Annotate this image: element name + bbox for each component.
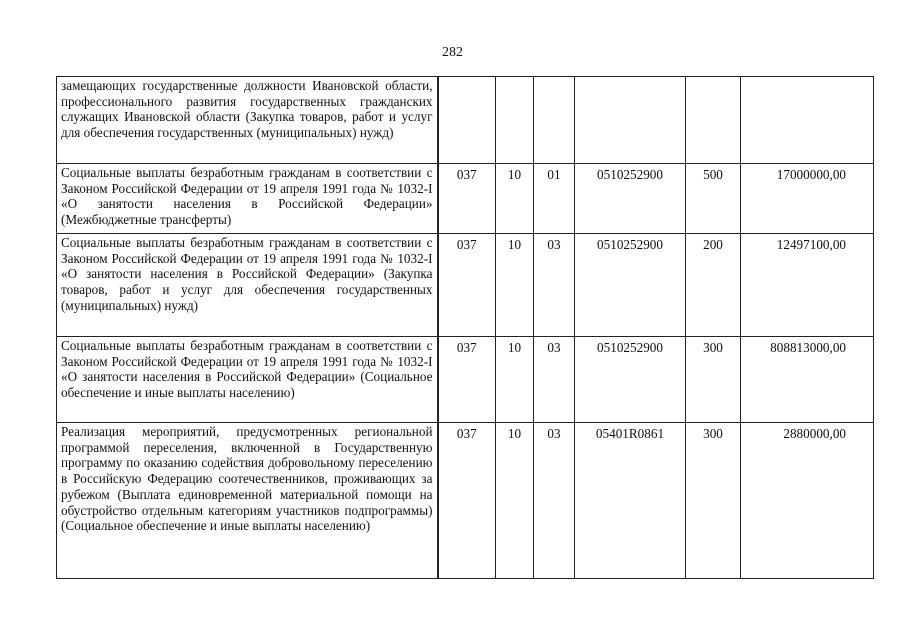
target-code: 0510252900 — [575, 164, 686, 234]
target-code: 05401R0861 — [575, 423, 686, 579]
table-row — [57, 234, 874, 337]
amount — [741, 77, 874, 164]
page-number: 282 — [442, 45, 463, 60]
section-code: 10 — [496, 234, 534, 337]
expense-type-code: 300 — [686, 423, 741, 579]
table-row — [57, 337, 874, 423]
table-row — [57, 423, 874, 579]
section-code: 10 — [496, 164, 534, 234]
section-code: 10 — [496, 423, 534, 579]
target-code — [575, 77, 686, 164]
expense-type-code — [686, 77, 741, 164]
table-row — [57, 164, 874, 234]
expense-type-code: 500 — [686, 164, 741, 234]
ministry-code: 037 — [438, 164, 496, 234]
amount: 808813000,00 — [741, 337, 874, 423]
subsection-code: 03 — [534, 234, 575, 337]
section-code — [496, 77, 534, 164]
row-description: Социальные выплаты безработным гражданам в соответствии с Законом Российской Федерации от 19 апреля 1991 года № 1032-I «О занятости населения в Российской Федерации» (Межбюджетные трансферты) — [57, 164, 438, 234]
section-code: 10 — [496, 337, 534, 423]
ministry-code — [438, 77, 496, 164]
expense-type-code: 300 — [686, 337, 741, 423]
ministry-code: 037 — [438, 234, 496, 337]
row-description: замещающих государственные должности Ивановской области, профессионального развития государственных гражданских служащих Ивановской области (Закупка товаров, работ и услуг для обеспечения государственных (муниципальных) нужд) — [57, 77, 438, 164]
subsection-code: 01 — [534, 164, 575, 234]
amount: 12497100,00 — [741, 234, 874, 337]
row-description: Социальные выплаты безработным гражданам в соответствии с Законом Российской Федерации от 19 апреля 1991 года № 1032-I «О занятости населения в Российской Федерации» (Закупка товаров, работ и услуг для обеспечения государственных (муниципальных) нужд) — [57, 234, 438, 337]
amount: 2880000,00 — [741, 423, 874, 579]
subsection-code: 03 — [534, 337, 575, 423]
row-description: Социальные выплаты безработным гражданам в соответствии с Законом Российской Федерации от 19 апреля 1991 года № 1032-I «О занятости населения в Российской Федерации» (Социальное обеспечение и иные выплаты населению) — [57, 337, 438, 423]
subsection-code — [534, 77, 575, 164]
row-description: Реализация мероприятий, предусмотренных региональной программой переселения, включенной в Государственную программу по оказанию содействия добровольному переселению в Российскую Федерацию соотечественников, проживающих за рубежом (Выплата единовременной материальной помощи на обустройство отдельным категориям участников подпрограммы) (Социальное обеспечение и иные выплаты населению) — [57, 423, 438, 579]
subsection-code: 03 — [534, 423, 575, 579]
ministry-code: 037 — [438, 423, 496, 579]
budget-table — [56, 76, 874, 579]
target-code: 0510252900 — [575, 337, 686, 423]
amount: 17000000,00 — [741, 164, 874, 234]
target-code: 0510252900 — [575, 234, 686, 337]
table-row — [57, 77, 874, 164]
ministry-code: 037 — [438, 337, 496, 423]
expense-type-code: 200 — [686, 234, 741, 337]
